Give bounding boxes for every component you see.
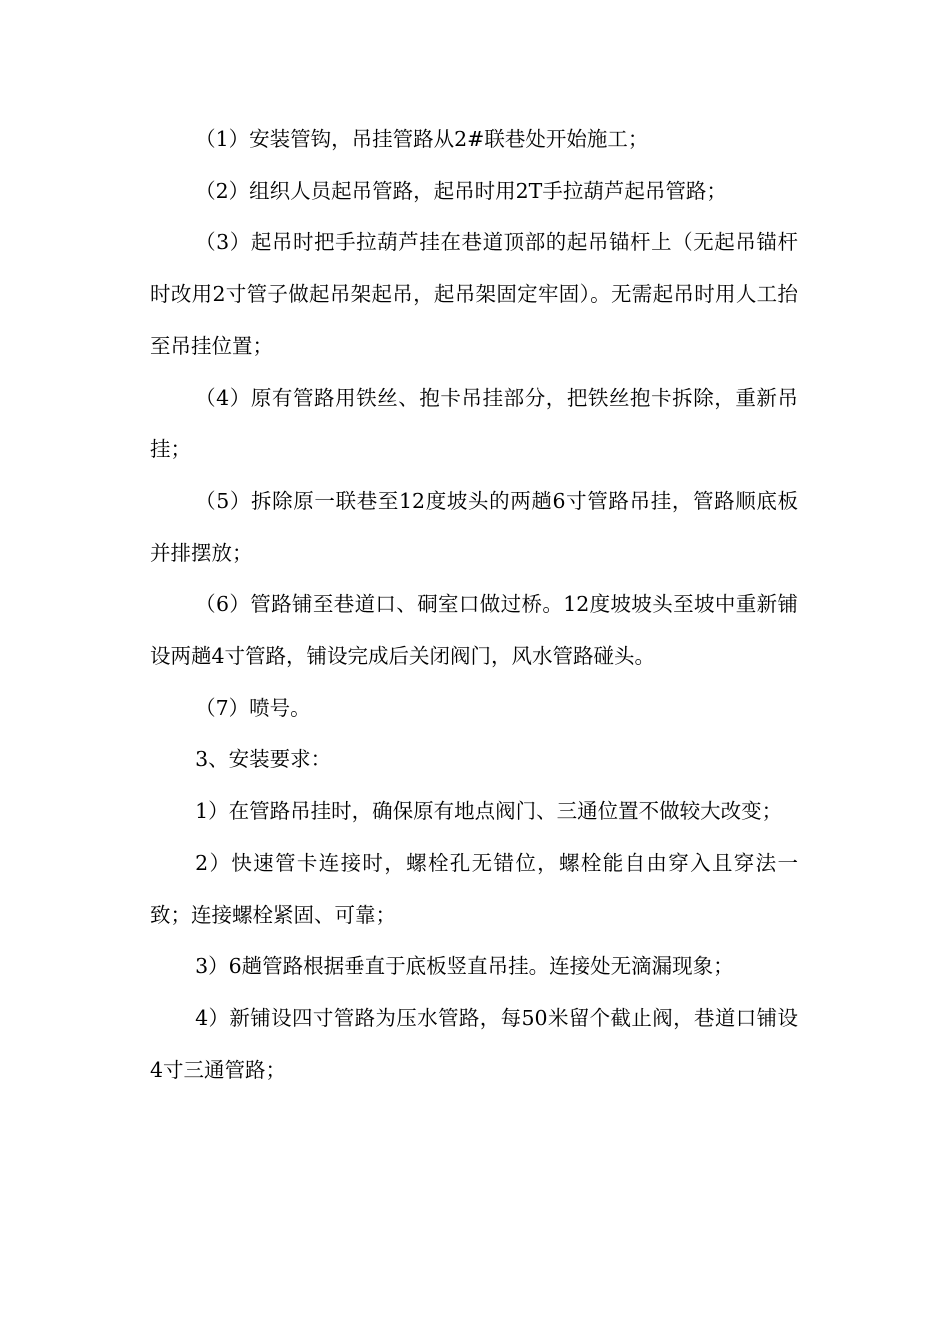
- paragraph-step-1: （1）安装管钩，吊挂管路从2#联巷处开始施工；: [195, 127, 649, 151]
- document-body: [150, 114, 798, 1096]
- requirement-item-2: 2）快速管卡连接时，螺栓孔无错位，螺栓能自由穿入且穿法一致；连接螺栓紧固、可靠；: [150, 850, 798, 927]
- requirement-item-3: 3）6趟管路根据垂直于底板竖直吊挂。连接处无滴漏现象；: [195, 954, 734, 979]
- paragraph-step-2: （2）组织人员起吊管路，起吊时用2T手拉葫芦起吊管路；: [195, 178, 727, 203]
- section-heading-install-requirements: 3、安装要求：: [195, 747, 332, 772]
- paragraph-step-3: （3）起吊时把手拉葫芦挂在巷道顶部的起吊锚杆上（无起吊锚杆时改用2寸管子做起吊架起吊，起吊架固定牢固）。无需起吊时用人工抬至吊挂位置；: [150, 230, 798, 358]
- requirement-item-4: 4）新铺设四寸管路为压水管路，每50米留个截止阀，巷道口铺设4寸三通管路；: [150, 1005, 798, 1082]
- paragraph-step-6: （6）管路铺至巷道口、硐室口做过桥。12度坡坡头至坡中重新铺设两趟4寸管路，铺设完成后关闭阀门，风水管路碰头。: [150, 592, 798, 669]
- paragraph-step-7: （7）喷号。: [195, 695, 311, 720]
- requirement-item-1: 1）在管路吊挂时，确保原有地点阀门、三通位置不做较大改变；: [195, 799, 783, 824]
- paragraph-step-4: （4）原有管路用铁丝、抱卡吊挂部分，把铁丝抱卡拆除，重新吊挂；: [150, 385, 798, 462]
- paragraph-step-5: （5）拆除原一联巷至12度坡头的两趟6寸管路吊挂，管路顺底板并排摆放；: [150, 488, 798, 565]
